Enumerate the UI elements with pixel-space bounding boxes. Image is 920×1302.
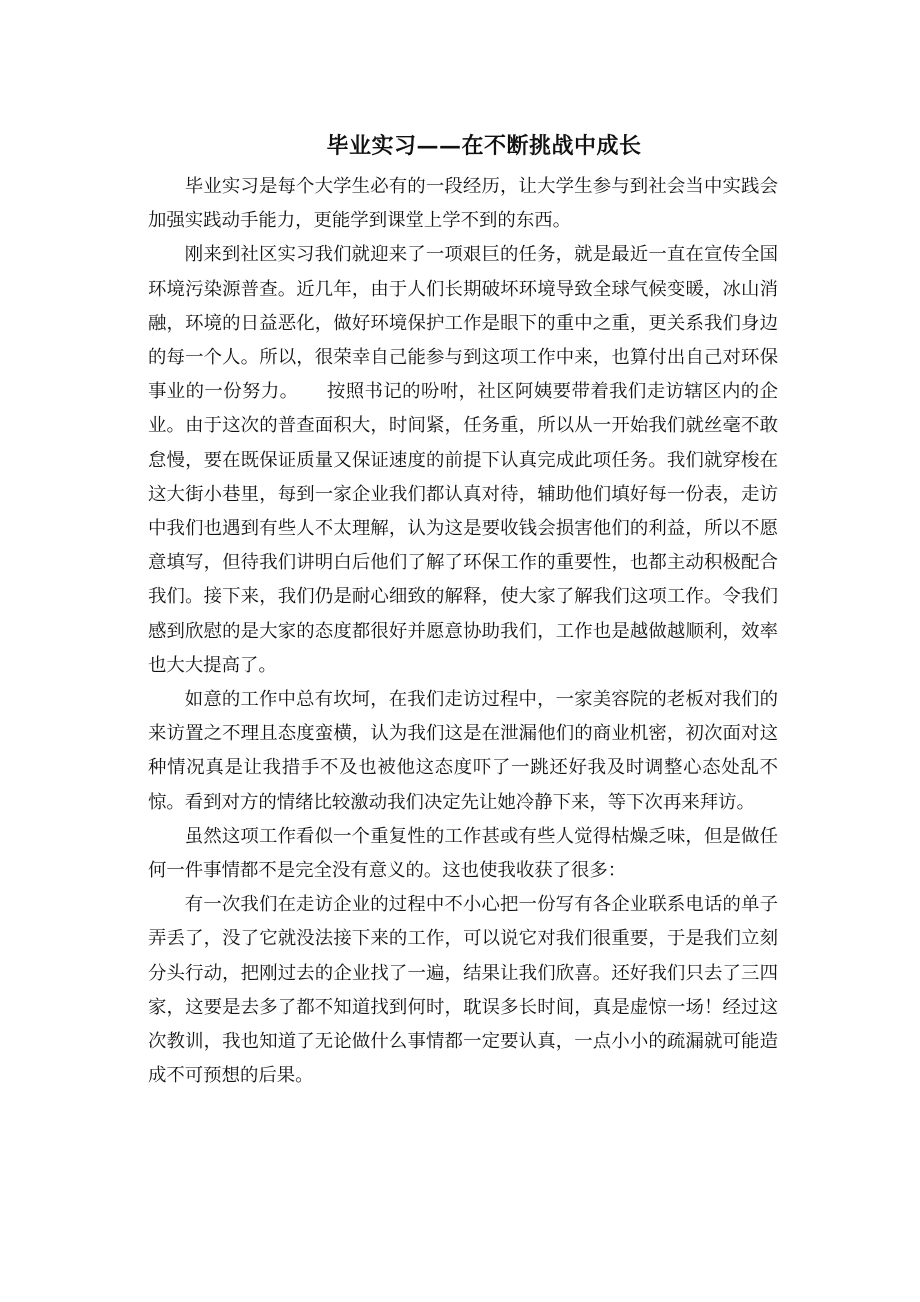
- document-title: 毕业实习——在不断挑战中成长: [326, 133, 642, 159]
- paragraph: 如意的工作中总有坎坷，在我们走访过程中，一家美容院的老板对我们的来访置之不理且态度蛮横，认为我们这是在泄漏他们的商业机密，初次面对这种情况真是让我措手不及也被他这态度吓了一跳还好我及时调整心态处乱不惊。看到对方的情绪比较激动我们决定先让她冷静下来，等下次再来拜访。: [148, 689, 778, 813]
- document-body: [148, 170, 778, 1093]
- paragraph: 刚来到社区实习我们就迎来了一项艰巨的任务，就是最近一直在宣传全国环境污染源普查。近几年，由于人们长期破坏环境导致全球气候变暖，冰山消融，环境的日益恶化，做好环境保护工作是眼下的重中之重，更关系我们身边的每一个人。所以，很荣幸自己能参与到这项工作中来，也算付出自己对环保事业的一份努力。 按照书记的吩咐，社区阿姨要带着我们走访辖区内的企业。由于这次的普查面积大，时间紧，任务重，所以从一开始我们就丝毫不敢怠慢，要在既保证质量又保证速度的前提下认真完成此项任务。我们就穿梭在这大街小巷里，每到一家企业我们都认真对待，辅助他们填好每一份表，走访中我们也遇到有些人不太理解，认为这是要收钱会损害他们的利益，所以不愿意填写，但待我们讲明白后他们了解了环保工作的重要性，也都主动积极配合我们。接下来，我们仍是耐心细致的解释，使大家了解我们这项工作。令我们感到欣慰的是大家的态度都很好并愿意协助我们，工作也是越做越顺利，效率也大大提高了。: [148, 244, 778, 676]
- paragraph: 毕业实习是每个大学生必有的一段经历，让大学生参与到社会当中实践会加强实践动手能力，更能学到课堂上学不到的东西。: [148, 176, 778, 232]
- paragraph: 有一次我们在走访企业的过程中不小心把一份写有各企业联系电话的单子弄丢了，没了它就没法接下来的工作，可以说它对我们很重要，于是我们立刻分头行动，把刚过去的企业找了一遍，结果让我们欣喜。还好我们只去了三四家，这要是去多了都不知道找到何时，耽误多长时间，真是虚惊一场！经过这次教训，我也知道了无论做什么事情都一定要认真，一点小小的疏漏就可能造成不可预想的后果。: [148, 894, 778, 1087]
- paragraph: 虽然这项工作看似一个重复性的工作甚或有些人觉得枯燥乏味，但是做任何一件事情都不是完全没有意义的。这也使我收获了很多：: [148, 825, 778, 882]
